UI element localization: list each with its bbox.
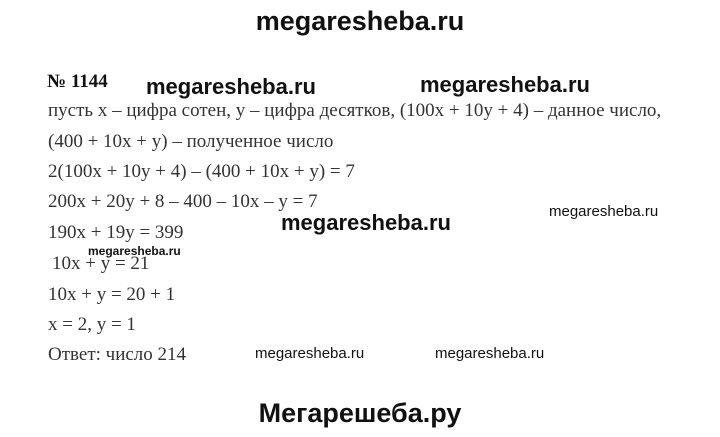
solution-line-3: 2(100х + 10у + 4) – (400 + 10х + у) = 7 [48,161,355,182]
footer-brand: Мегарешеба.ру [258,398,462,428]
watermark: megaresheba.ru [281,210,451,235]
watermark: megaresheba.ru [435,345,545,362]
watermark: megaresheba.ru [88,244,181,258]
solution-line-5: 190х + 19у = 399 [48,222,184,243]
watermark: megaresheba.ru [146,74,316,99]
solution-line-1: пусть х – цифра сотен, у – цифра десятков, (100х + 10у + 4) – данное число, [48,100,662,121]
site-header-watermark: megaresheba.ru [255,6,465,36]
watermark: megaresheba.ru [420,72,590,97]
solution-line-7: 10х + у = 20 + 1 [48,284,176,305]
solution-line-4: 200х + 20у + 8 – 400 – 10х – у = 7 [48,191,318,212]
task-number: № 1144 [47,71,108,92]
watermark: megaresheba.ru [255,345,365,362]
solution-line-8: х = 2, у = 1 [48,314,136,335]
answer-line: Ответ: число 214 [48,344,187,365]
solution-line-6: 10х + у = 21 [52,253,150,274]
watermark: megaresheba.ru [549,203,659,220]
solution-line-2: (400 + 10х + у) – полученное число [48,131,334,152]
